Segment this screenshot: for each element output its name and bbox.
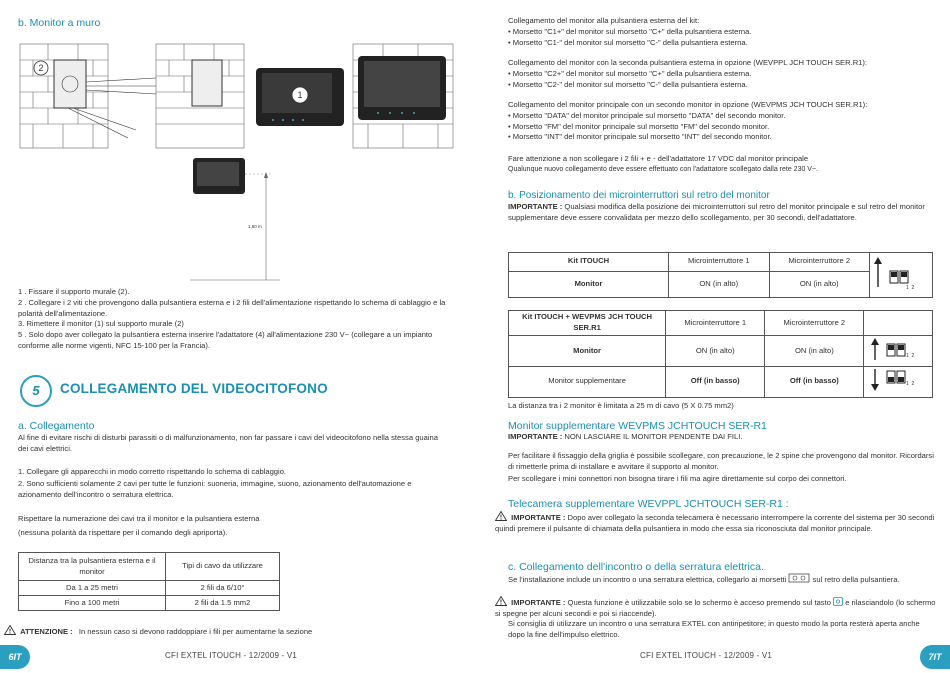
collegamento-text: Al fine di evitare rischi di disturbi parassiti o di malfunzionamento, non far passare i cavi del videocitofono nella stessa guaina dei cavi elettrici.	[18, 433, 438, 453]
important-label: IMPORTANTE :	[508, 202, 563, 211]
warning-icon	[495, 511, 507, 521]
extra-camera-important	[495, 511, 936, 535]
dip-table-header: Kit ITOUCH	[509, 253, 669, 272]
dip-table-header: Microinterruttore 2	[765, 311, 864, 336]
care-note-1: Fare attenzione a non scollegare i 2 fili + e - dell'adattatore 17 VDC dal monitor principale	[508, 154, 809, 163]
second-panel-item: • Morsetto "C2+" del monitor sul morsetto "C+" della pulsantiera esterna.	[508, 68, 752, 78]
care-note-2: Qualunque nuovo collegamento deve essere effettuato con l'adattatore scollegato dalla rete 230 V~.	[508, 166, 819, 173]
page-number-badge: 6IT	[0, 645, 30, 669]
dip-numbers-1: 1 2	[906, 285, 915, 291]
wall-mount-title: b. Monitor a muro	[18, 17, 101, 29]
callout-1: 1	[297, 90, 303, 100]
second-panel-item: • Morsetto "C2-" del monitor sul morsetto "C-" della pulsantiera esterna.	[508, 79, 748, 89]
second-monitor-block	[508, 100, 938, 143]
second-monitor-title: Collegamento del monitor principale con un secondo monitor in opzione (WEVPMS JCH TOUCH SER.R1):	[508, 100, 868, 109]
kit-connection-title: Collegamento del monitor alla pulsantiera esterna del kit:	[508, 16, 700, 25]
extra-camera-title: Telecamera supplementare WEVPPL JCHTOUCH SER-R1 :	[508, 498, 789, 510]
section-number: 5	[20, 375, 52, 407]
dip-table-cell: Off (in basso)	[666, 366, 765, 397]
dip-switch-diagram	[864, 366, 933, 397]
important-label: IMPORTANTE :	[511, 598, 566, 607]
extra-monitor-text-2: Per scollegare i mini connettori non bisogna tirare i fili ma agire direttamente sul corpo dei connettori.	[508, 474, 847, 483]
important-text: Qualsiasi modifica della posizione dei microinterruttori sul retro del monitor principale e sul retro del monitor supplementare deve essere convalidata per mezzo dello scollegamento, per 30 secondi, dell'adattatore.	[508, 202, 925, 222]
second-monitor-item: • Morsetto "FM" del monitor principale sul morsetto "FM" del secondo monitor.	[508, 121, 770, 131]
second-monitor-item: • Morsetto "INT" del monitor principale sul morsetto "INT" del secondo monitor.	[508, 132, 772, 142]
lock-title: c. Collegamento dell'incontro o della serratura elettrica.	[508, 561, 764, 573]
attention-label: ATTENZIONE :	[20, 627, 73, 636]
dip-table-cell: ON (in alto)	[666, 336, 765, 367]
cable-table-cell: Fino a 100 metri	[19, 596, 166, 611]
lock-terminals-icon	[788, 573, 810, 583]
extra-monitor-title: Monitor supplementare WEVPMS JCHTOUCH SER-R1	[508, 420, 767, 432]
second-panel-title: Collegamento del monitor con la seconda pulsantiera esterna in opzione (WEVPPL JCH TOUCH SER.R1):	[508, 58, 868, 67]
dip-numbers-2: 1 2	[906, 353, 915, 359]
height-label: 1,60 m	[248, 224, 262, 229]
important-label: IMPORTANTE :	[511, 513, 566, 522]
cable-table-cell: 2 fili da 6/10°	[166, 581, 280, 596]
dip-switch-important	[508, 202, 936, 224]
dip-table-header: Kit ITOUCH + WEVPMS JCH TOUCH SER.R1	[509, 311, 666, 336]
important-text: Dopo aver collegato la seconda telecamera è necessario interrompere la corrente del sistema per 30 secondi quindi premere il pulsante di chiamata della pulsantiera in modo che essa sia riconosciuta dal monitor principale.	[495, 513, 935, 533]
mounting-step: 5 . Solo dopo aver collegato la pulsantiera esterna inserire l'adattatore (4) all'alimentazione 230 V~ (collegare a un impianto conforme alle norme vigenti, NFC 15-100 per la Francia).	[18, 330, 433, 350]
numbering-text: Rispettare la numerazione dei cavi tra il monitor e la pulsantiera esterna	[18, 514, 260, 523]
section-title: COLLEGAMENTO DEL VIDEOCITOFONO	[60, 381, 328, 396]
important-text-b: e rilasciandolo (lo schermo si spegne per alcuni secondi e poi si riaccende).	[495, 598, 936, 618]
dip-switch-diagram	[869, 253, 932, 298]
mounting-step: 1 . Fissare il supporto murale (2).	[18, 287, 130, 296]
page-number-badge: 7IT	[920, 645, 950, 669]
dip-switch-diagram	[864, 336, 933, 367]
warning-icon	[4, 625, 16, 635]
warning-icon	[495, 596, 507, 606]
dip-table-header: Microinterruttore 1	[666, 311, 765, 336]
door-key-button-icon	[833, 597, 843, 606]
lock-recommendation: Si consiglia di utilizzare un incontro o una serratura EXTEL con antiripetitore; in questo modo la porta resterà aperta anche dopo la fine dell'impulso elettrico.	[508, 619, 920, 639]
callout-2: 2	[38, 63, 44, 73]
cable-table-header: Tipi di cavo da utilizzare	[166, 553, 280, 581]
page-footer: CFI EXTEL ITOUCH - 12/2009 - V1	[640, 651, 773, 660]
attention-note	[4, 625, 464, 638]
important-label: IMPORTANTE :	[508, 432, 563, 441]
dip-switch-title: b. Posizionamento dei microinterruttori sul retro del monitor	[508, 190, 770, 201]
instruction-2: 2. Sono sufficienti solamente 2 cavi per tutte le funzioni: suoneria, immagine, suono, azionamento dell'automazione e azionamento dell'incontro o serratura elettrica.	[18, 479, 412, 499]
dip-table-header: Microinterruttore 1	[669, 253, 769, 272]
dip-switch-down-icon	[867, 367, 929, 393]
dip-table-kit	[508, 252, 933, 298]
page-footer: CFI EXTEL ITOUCH - 12/2009 - V1	[165, 651, 298, 660]
dip-table-cell: ON (in alto)	[669, 271, 769, 297]
dip-switch-up-icon	[867, 336, 929, 362]
dip-table-cell: ON (in alto)	[769, 271, 869, 297]
right-page	[475, 0, 950, 673]
lock-text	[508, 573, 938, 586]
mounting-step: 2 . Collegare i 2 viti che provengono dalla pulsantiera esterna e i 2 fili dell'alimentazione rispettando lo schema di cablaggio e la polarità dell'alimentazione.	[18, 297, 446, 318]
cable-table-header: Distanza tra la pulsantiera esterna e il monitor	[19, 553, 166, 581]
dip-table-extended	[508, 310, 933, 398]
cable-table-cell: Da 1 a 25 metri	[19, 581, 166, 596]
lock-text-a: Se l'installazione include un incontro o una serratura elettrica, collegarlo ai morsetti	[508, 575, 787, 584]
attention-text: In nessun caso si devono raddoppiare i fili per aumentarne la sezione	[78, 627, 313, 636]
cable-table-cell: 2 fili da 1.5 mm2	[166, 596, 280, 611]
second-panel-block	[508, 58, 938, 90]
lock-important	[495, 596, 936, 620]
kit-connection-item: • Morsetto "C1-" del monitor sul morsetto "C-" della pulsantiera esterna.	[508, 37, 748, 47]
important-text: NON LASCIARE IL MONITOR PENDENTE DAI FILI.	[564, 432, 743, 441]
mounting-steps	[18, 287, 448, 352]
mounting-step: 3. Rimettere il monitor (1) sul supporto murale (2)	[18, 319, 184, 329]
dip-table-cell: Monitor	[509, 271, 669, 297]
wall-mount-illustration	[18, 38, 458, 150]
instruction-1: 1. Collegare gli apparecchi in modo corretto rispettando lo schema di cablaggio.	[18, 467, 287, 476]
dip-numbers-3: 1 2	[906, 381, 915, 387]
second-monitor-item: • Morsetto "DATA" del monitor principale sul morsetto "DATA" del secondo monitor.	[508, 110, 786, 120]
dip-switch-up-icon	[870, 253, 932, 293]
dip-table-header: Microinterruttore 2	[769, 253, 869, 272]
mounting-height-illustration	[190, 156, 280, 284]
dip-table-cell: Off (in basso)	[765, 366, 864, 397]
important-text-a: Questa funzione è utilizzabile solo se lo schermo è acceso premendo sul tasto	[567, 598, 831, 607]
kit-connection-block	[508, 16, 938, 48]
cable-table	[18, 552, 280, 611]
lock-text-b: sul retro della pulsantiera.	[812, 575, 900, 584]
polarity-text: (nessuna polarità da rispettare per il comando degli apriporta).	[18, 528, 228, 537]
collegamento-title: a. Collegamento	[18, 420, 95, 432]
extra-monitor-important	[508, 432, 938, 443]
distance-note: La distanza tra i 2 monitor è limitata a 25 m di cavo (5 X 0.75 mm2)	[508, 401, 734, 410]
dip-table-cell: ON (in alto)	[765, 336, 864, 367]
kit-connection-item: • Morsetto "C1+" del monitor sul morsetto "C+" della pulsantiera esterna.	[508, 26, 752, 36]
extra-monitor-text-1: Per facilitare il fissaggio della griglia è possibile scollegare, con precauzione, le 2 spine che provengono dal monitor. Ricordarsi di rimetterle prima di installare e avvitare il supporto al monitor.	[508, 451, 934, 471]
dip-table-cell: Monitor	[509, 336, 666, 367]
dip-table-cell: Monitor supplementare	[509, 366, 666, 397]
